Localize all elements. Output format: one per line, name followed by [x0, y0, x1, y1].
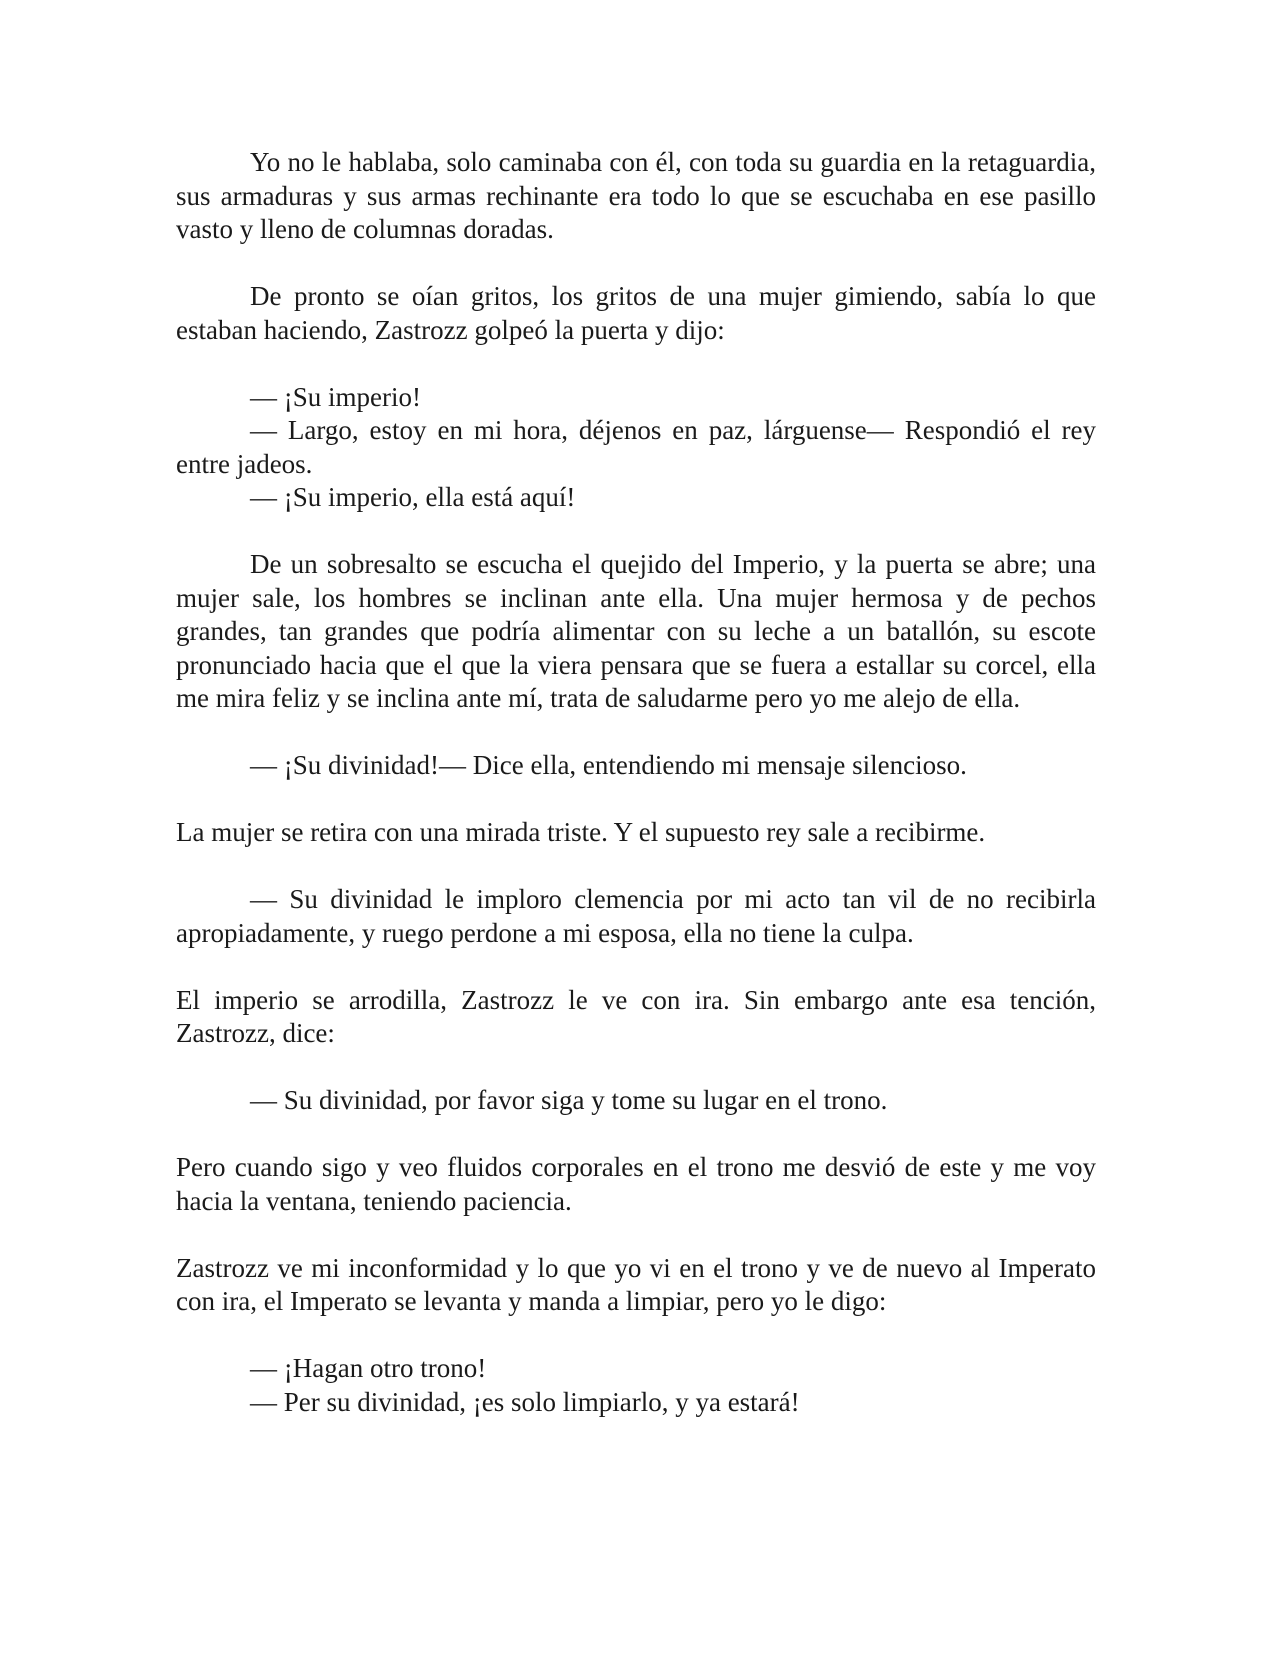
dialogue-line-4: — ¡Su divinidad!— Dice ella, entendiendo mi mensaje silencioso.: [250, 750, 967, 780]
dialogue-line-3: — ¡Su imperio, ella está aquí!: [250, 482, 576, 512]
dialogue-line-8: — Per su divinidad, ¡es solo limpiarlo, y ya estará!: [250, 1386, 800, 1417]
dialogue-line-5: — Su divinidad le imploro clemencia por mi acto tan vil de no recibirla apropiadamente, y ruego perdone a mi esposa, ella no tiene la culpa.: [176, 884, 1096, 948]
document-page: [176, 146, 1096, 1419]
dialogue-line-1: — ¡Su imperio!: [250, 381, 421, 412]
paragraph-2: De pronto se oían gritos, los gritos de una mujer gimiendo, sabía lo que estaban haciendo, Zastrozz golpeó la puerta y dijo:: [176, 281, 1096, 345]
paragraph-5: El imperio se arrodilla, Zastrozz le ve con ira. Sin embargo ante esa tención, Zastrozz, dice:: [176, 984, 1096, 1048]
paragraph-7: Zastrozz ve mi inconformidad y lo que yo vi en el trono y ve de nuevo al Imperato con ira, el Imperato se levanta y manda a limpiar, pero yo le digo:: [176, 1252, 1096, 1316]
paragraph-4: La mujer se retira con una mirada triste. Y el supuesto rey sale a recibirme.: [176, 817, 986, 847]
paragraph-3: De un sobresalto se escucha el quejido del Imperio, y la puerta se abre; una mujer sale, los hombres se inclinan ante ella. Una mujer hermosa y de pechos grandes, tan grandes que podría alimentar con su leche a un batallón, su escote pronunciado hacia que el que la viera pensara que se fuera a estallar su corcel, ella me mira feliz y se inclina ante mí, trata de saludarme pero yo me alejo de ella.: [176, 549, 1096, 713]
paragraph-6: Pero cuando sigo y veo fluidos corporales en el trono me desvió de este y me voy hacia la ventana, teniendo paciencia.: [176, 1152, 1096, 1216]
paragraph-1: Yo no le hablaba, solo caminaba con él, con toda su guardia en la retaguardia, sus armaduras y sus armas rechinante era todo lo que se escuchaba en ese pasillo vasto y lleno de columnas doradas.: [176, 147, 1096, 244]
dialogue-line-2: — Largo, estoy en mi hora, déjenos en paz, lárguense— Respondió el rey entre jadeos.: [176, 415, 1096, 479]
dialogue-line-7: — ¡Hagan otro trono!: [250, 1353, 487, 1383]
dialogue-line-6: — Su divinidad, por favor siga y tome su lugar en el trono.: [250, 1085, 888, 1115]
